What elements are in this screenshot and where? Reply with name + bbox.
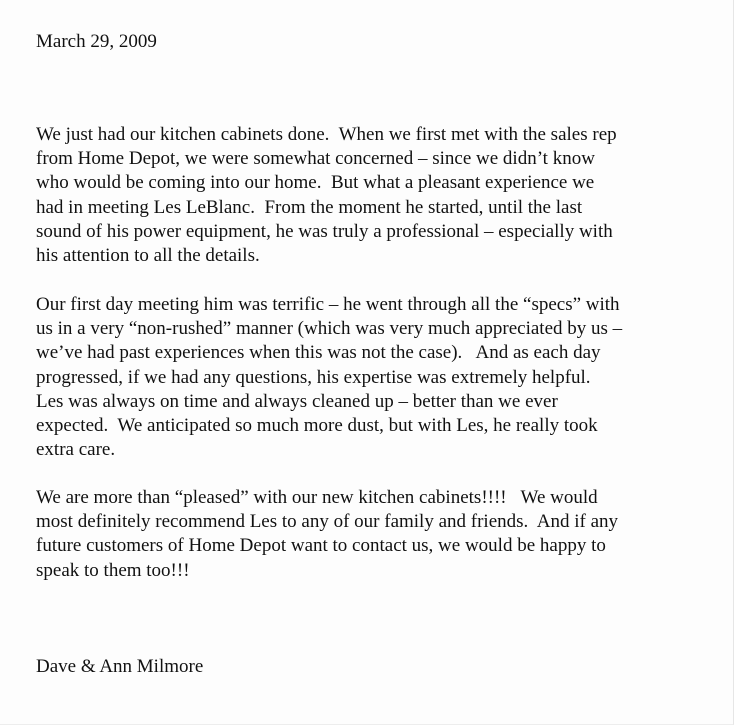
letter-date: March 29, 2009 [36, 31, 157, 52]
paragraph-first-day: Our first day meeting him was terrific – he went through all the “specs” with us in a very “non-rushed” manner (which was very much appreciated by us – we’ve had past experiences when this was not the case). And as each day progressed, if we had any questions, his expertise was extremely helpful. Les was always on time and always cleaned up – better than we ever expected. We anticipated so much more dust, but with Les, he really took extra care. [36, 294, 623, 461]
signature-names: Dave & Ann Milmore [36, 656, 204, 677]
paragraph-recommendation: We are more than “pleased” with our new kitchen cabinets!!!! We would most definitely recommend Les to any of our family and friends. And if any future customers of Home Depot want to contact us, we would be happy to speak to them too!!! [36, 487, 618, 581]
paragraph-kitchen-cabinets: We just had our kitchen cabinets done. When we first met with the sales rep from Home Depot, we were somewhat concerned – since we didn’t know who would be coming into our home. But what a pleasant experience we had in meeting Les LeBlanc. From the moment he started, until the last sound of his power equipment, he was truly a professional – especially with his attention to all the details. [36, 124, 617, 267]
